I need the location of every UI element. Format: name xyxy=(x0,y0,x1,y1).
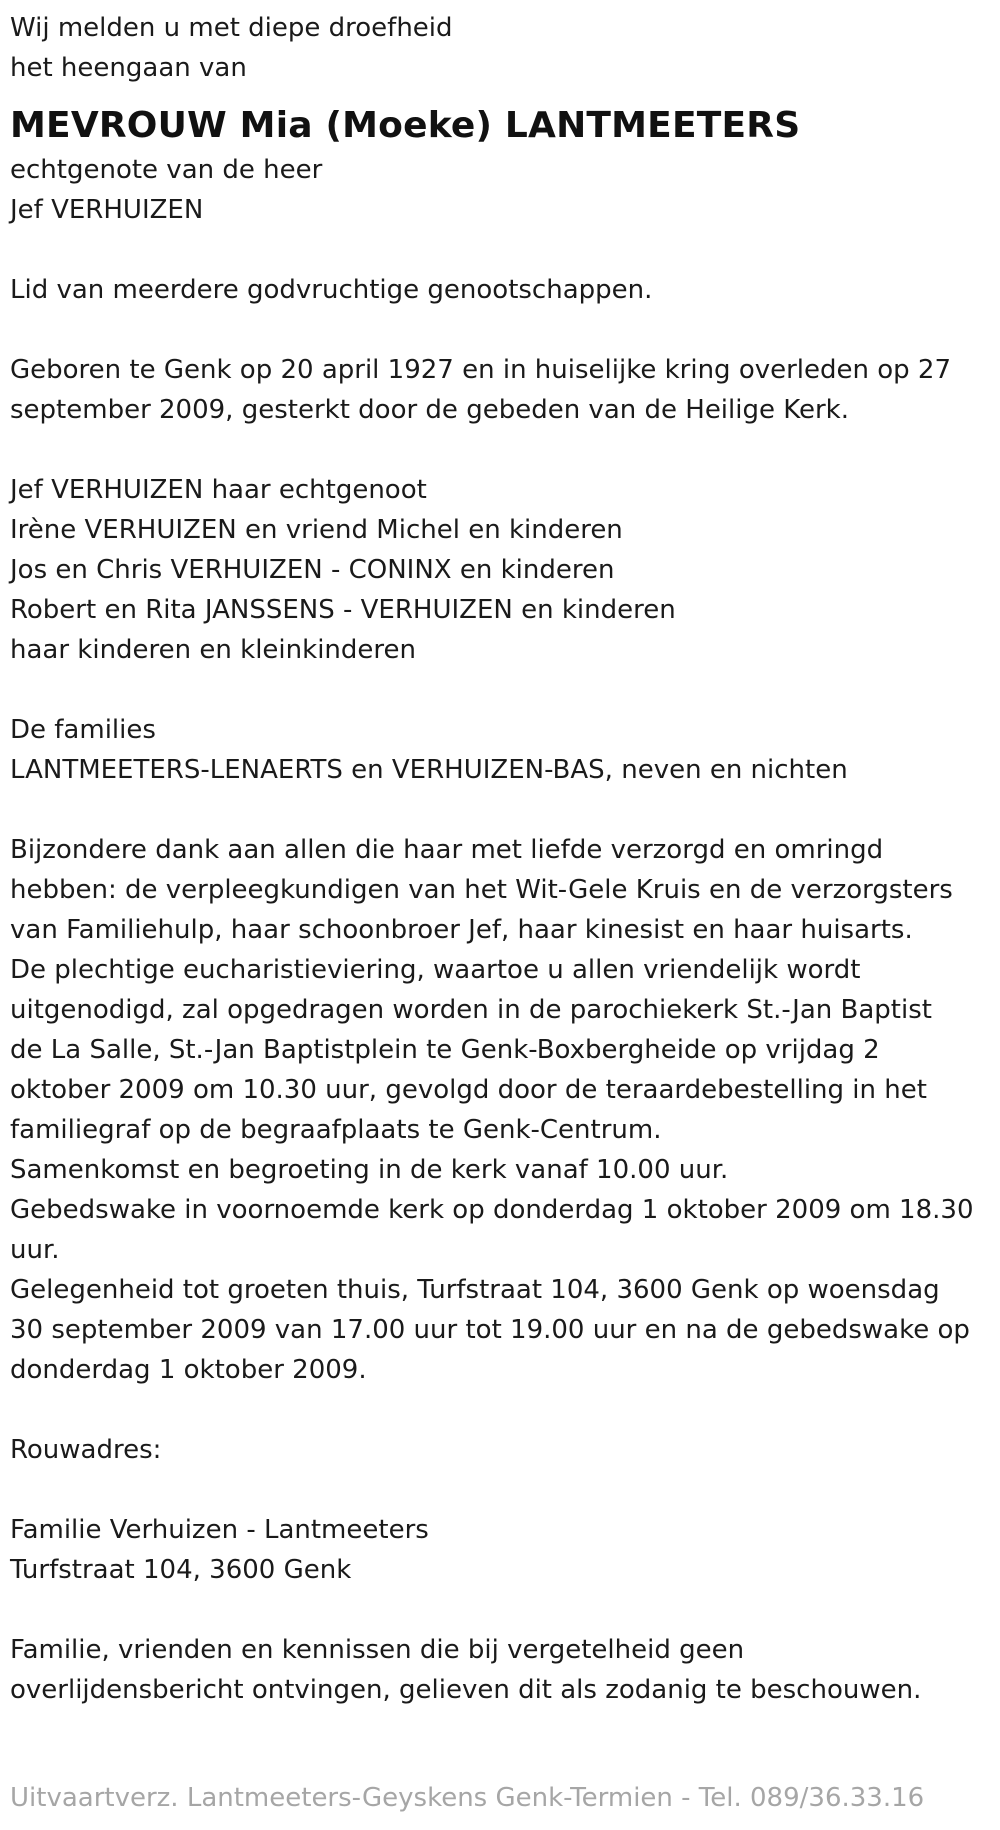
details-line: familiegraf op de begraafplaats te Genk-Centrum. xyxy=(10,1115,662,1145)
relative-line: haar kinderen en kleinkinderen xyxy=(10,635,416,665)
spacer xyxy=(10,1390,990,1430)
details-line: 30 september 2009 van 17.00 uur tot 19.00 uur en na de gebedswake op xyxy=(10,1315,970,1345)
closing-line: Familie, vrienden en kennissen die bij vergetelheid geen xyxy=(10,1635,745,1665)
details-line: van Familiehulp, haar schoonbroer Jef, haar kinesist en haar huisarts. xyxy=(10,915,913,945)
details-line: hebben: de verpleegkundigen van het Wit-Gele Kruis en de verzorgsters xyxy=(10,875,953,905)
relative-line: Jef VERHUIZEN haar echtgenoot xyxy=(10,475,427,505)
spacer xyxy=(10,430,990,470)
spacer xyxy=(10,670,990,710)
details-line: de La Salle, St.-Jan Baptistplein te Genk-Boxbergheide op vrijdag 2 xyxy=(10,1035,880,1065)
families-line: De families xyxy=(10,715,156,745)
details-line: Gebedswake in voornoemde kerk op donderdag 1 oktober 2009 om 18.30 xyxy=(10,1195,974,1225)
birth-death-line: september 2009, gesterkt door de gebeden van de Heilige Kerk. xyxy=(10,395,850,425)
spacer xyxy=(10,310,990,350)
intro-line: Wij melden u met diepe droefheid xyxy=(10,13,453,43)
spacer xyxy=(10,1590,990,1630)
details-line: De plechtige eucharistieviering, waartoe u allen vriendelijk wordt xyxy=(10,955,861,985)
address-label: Rouwadres: xyxy=(10,1435,162,1465)
relative-line: Irène VERHUIZEN en vriend Michel en kinderen xyxy=(10,515,623,545)
spacer xyxy=(10,1470,990,1510)
spacer xyxy=(10,790,990,830)
birth-death-line: Geboren te Genk op 20 april 1927 en in huiselijke kring overleden op 27 xyxy=(10,355,952,385)
details-line: Gelegenheid tot groeten thuis, Turfstraat 104, 3600 Genk op woensdag xyxy=(10,1275,940,1305)
spouse-line: echtgenote van de heer xyxy=(10,155,323,185)
funeral-home-footer: Uitvaartverz. Lantmeeters-Geyskens Genk-Termien - Tel. 089/36.33.16 xyxy=(10,1783,925,1813)
spouse-line: Jef VERHUIZEN xyxy=(10,195,204,225)
deceased-name: MEVROUW Mia (Moeke) LANTMEETERS xyxy=(10,105,801,146)
details-line: oktober 2009 om 10.30 uur, gevolgd door de teraardebestelling in het xyxy=(10,1075,927,1105)
relative-line: Jos en Chris VERHUIZEN - CONINX en kinderen xyxy=(10,555,615,585)
intro-line: het heengaan van xyxy=(10,53,247,83)
details-line: uur. xyxy=(10,1235,60,1265)
details-line: uitgenodigd, zal opgedragen worden in de parochiekerk St.-Jan Baptist xyxy=(10,995,932,1025)
details-line: donderdag 1 oktober 2009. xyxy=(10,1355,367,1385)
relative-line: Robert en Rita JANSSENS - VERHUIZEN en kinderen xyxy=(10,595,676,625)
spacer xyxy=(10,230,990,270)
families-line: LANTMEETERS-LENAERTS en VERHUIZEN-BAS, neven en nichten xyxy=(10,755,848,785)
address-line: Familie Verhuizen - Lantmeeters xyxy=(10,1515,429,1545)
closing-line: overlijdensbericht ontvingen, gelieven dit als zodanig te beschouwen. xyxy=(10,1675,922,1705)
membership-line: Lid van meerdere godvruchtige genootschappen. xyxy=(10,275,653,305)
details-line: Samenkomst en begroeting in de kerk vanaf 10.00 uur. xyxy=(10,1155,729,1185)
address-line: Turfstraat 104, 3600 Genk xyxy=(10,1555,352,1585)
details-line: Bijzondere dank aan allen die haar met liefde verzorgd en omringd xyxy=(10,835,884,865)
